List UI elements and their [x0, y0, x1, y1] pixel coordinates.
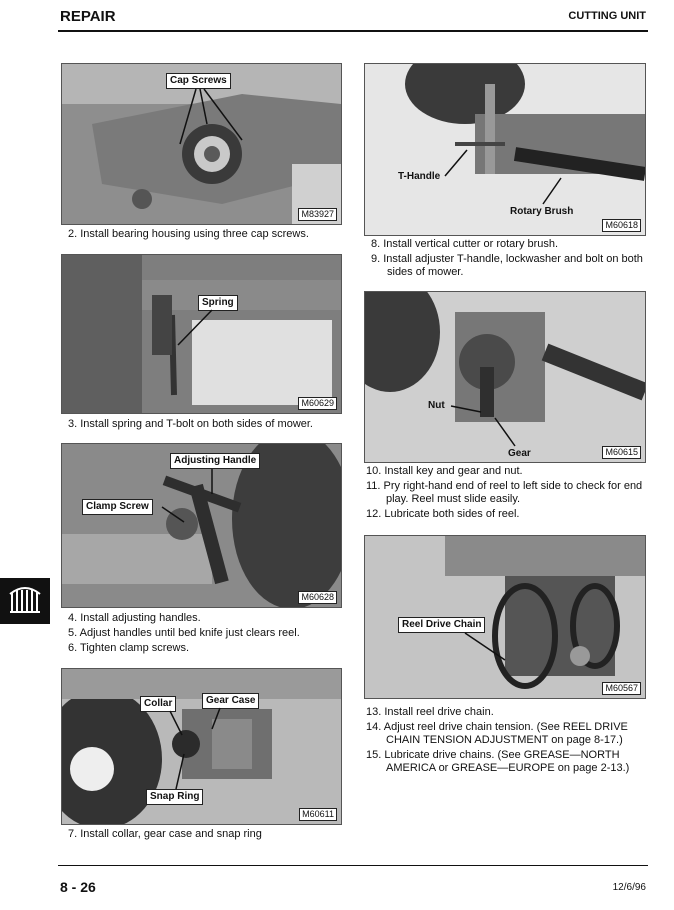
callout-nut: Nut [428, 400, 445, 411]
figure-id: M60628 [298, 591, 337, 604]
steps-fig5 [371, 238, 643, 281]
reel-icon [0, 578, 50, 624]
figure-adjusting-handle [61, 443, 342, 608]
figure-id: M60618 [602, 219, 641, 232]
steps-fig1 [68, 228, 338, 243]
step: 13. Install reel drive chain. [366, 706, 494, 718]
callout-cap-screws: Cap Screws [166, 73, 231, 89]
page-number: 8 - 26 [60, 879, 96, 895]
chapter-title: CUTTING UNIT [568, 10, 646, 22]
step: 8. Install vertical cutter or rotary brush. [371, 238, 559, 250]
step: 6. Tighten clamp screws. [68, 642, 190, 654]
figure-t-handle [364, 63, 646, 236]
section-tab [0, 578, 50, 624]
figure-id: M83927 [298, 208, 337, 221]
callout-rotary-brush: Rotary Brush [510, 206, 574, 217]
step: 12. Lubricate both sides of reel. [366, 508, 520, 520]
steps-fig3 [68, 612, 338, 657]
figure-spring [61, 254, 342, 414]
figure-id: M60629 [298, 397, 337, 410]
step: 5. Adjust handles until bed knife just clears reel. [68, 627, 300, 639]
figure-collar-gear-case [61, 668, 342, 825]
callout-adjusting-handle: Adjusting Handle [170, 453, 260, 469]
step: 4. Install adjusting handles. [68, 612, 201, 624]
callout-reel-drive-chain: Reel Drive Chain [398, 617, 485, 633]
steps-fig2 [68, 418, 338, 433]
figure-id: M60615 [602, 446, 641, 459]
step: 14. Adjust reel drive chain tension. (See REEL DRIVE CHAIN TENSION ADJUSTMENT on page 8-17.) [366, 721, 628, 746]
step: 11. Pry right-hand end of reel to left side to check for end play. Reel must slide easily. [366, 480, 643, 505]
revision-date: 12/6/96 [612, 882, 646, 893]
step: 15. Lubricate drive chains. (See GREASE—NORTH AMERICA or GREASE—EUROPE on page 2-13.) [366, 749, 630, 774]
callout-clamp-screw: Clamp Screw [82, 499, 153, 515]
callout-collar: Collar [140, 696, 176, 712]
figure-id: M60611 [299, 808, 337, 821]
steps-fig7 [366, 706, 646, 777]
step: 10. Install key and gear and nut. [366, 465, 523, 477]
figure-cap-screws [61, 63, 342, 225]
figure-reel-drive-chain [364, 535, 646, 699]
step: 9. Install adjuster T-handle, lockwasher and bolt on both sides of mower. [371, 253, 643, 278]
callout-gear: Gear [508, 448, 531, 459]
steps-fig6 [366, 465, 644, 523]
callout-spring: Spring [198, 295, 238, 311]
steps-fig4 [68, 828, 338, 843]
step: 2. Install bearing housing using three cap screws. [68, 228, 309, 240]
callout-gear-case: Gear Case [202, 693, 259, 709]
figure-id: M60567 [602, 682, 641, 695]
section-title: REPAIR [60, 8, 116, 25]
step: 3. Install spring and T-bolt on both sides of mower. [68, 418, 313, 430]
figure-nut-gear [364, 291, 646, 463]
step: 7. Install collar, gear case and snap ring [68, 828, 262, 840]
callout-snap-ring: Snap Ring [146, 789, 203, 805]
footer-rule [58, 865, 648, 866]
header-rule [58, 30, 648, 32]
callout-t-handle: T-Handle [398, 171, 441, 182]
